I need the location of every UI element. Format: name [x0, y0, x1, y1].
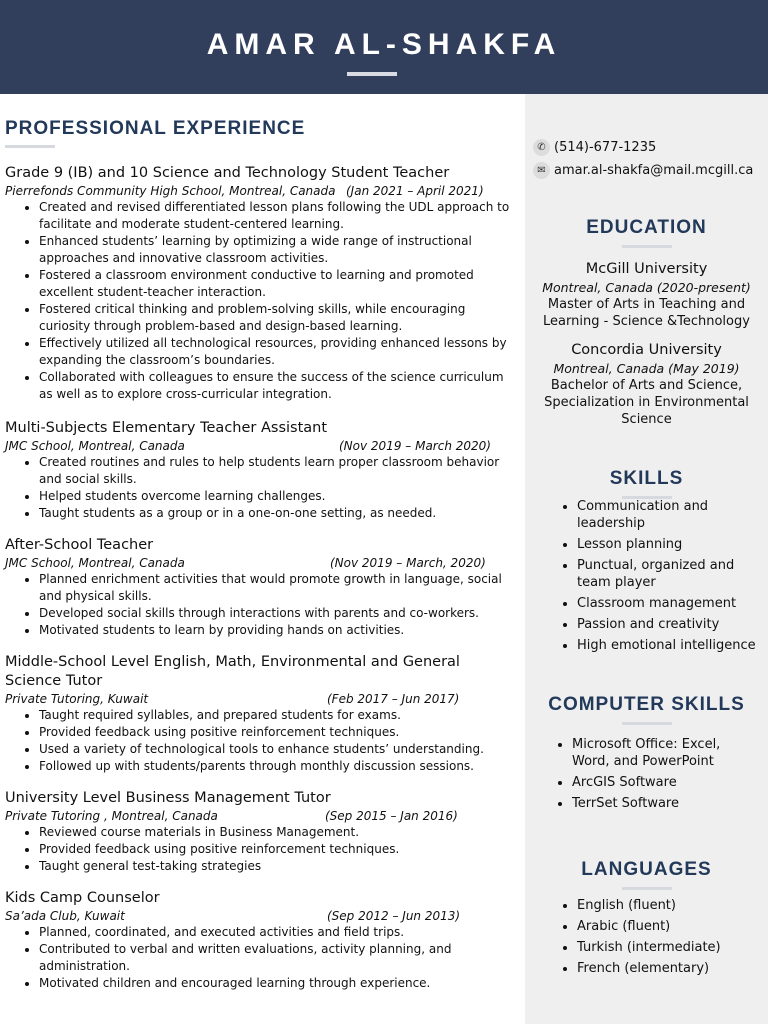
job-bullet: • Planned enrichment activities that would promote growth in language, social and physical skills. — [39, 571, 510, 605]
education-header — [525, 217, 768, 248]
education-university: McGill University — [585, 261, 708, 277]
job-bullet: • Used a variety of technological tools to enhance students’ understanding. — [39, 741, 510, 758]
contact-phone[interactable]: (514)-677-1235 — [554, 140, 657, 155]
job-meta — [5, 555, 510, 571]
education-entry — [525, 341, 768, 428]
job-bullet: • Contributed to verbal and written evaluations, activity planning, and administration. — [39, 941, 510, 975]
languages-list — [545, 897, 767, 981]
job-title: Middle-School Level English, Math, Environmental and General Science Tutor — [5, 654, 460, 689]
skills-header — [525, 468, 768, 499]
skill-item: • Classroom management — [577, 595, 767, 612]
language-item: • Turkish (intermediate) — [577, 939, 767, 956]
contact-email-row — [533, 159, 753, 182]
job-bullet: • Motivated students to learn by providing hands on activities. — [39, 622, 510, 639]
computer-skill-item: • Microsoft Office: Excel, Word, and PowerPoint — [572, 736, 752, 770]
job-entry — [5, 653, 510, 775]
contact-block — [533, 136, 753, 182]
job-bullet: • Created and revised differentiated lesson plans following the UDL approach to facilitate and moderate student-centered learning. — [39, 199, 510, 233]
job-org: Private Tutoring , Montreal, Canada — [5, 809, 218, 823]
job-dates: (Jan 2021 – April 2021) — [346, 184, 484, 198]
candidate-name: AMAR AL-SHAKFA — [206, 28, 562, 61]
skill-item: • Passion and creativity — [577, 616, 767, 633]
job-bullet: • Motivated children and encouraged learning through experience. — [39, 975, 510, 992]
job-bullet: • Taught students as a group or in a one-on-one setting, as needed. — [39, 505, 510, 522]
skill-item: • Communication and leadership — [577, 498, 767, 532]
contact-phone-row — [533, 136, 753, 159]
section-title-experience: PROFESSIONAL EXPERIENCE — [5, 118, 306, 139]
job-bullet: • Provided feedback using positive reinforcement techniques. — [39, 841, 510, 858]
job-bullet: • Developed social skills through interactions with parents and co-workers. — [39, 605, 510, 622]
section-divider — [622, 722, 672, 725]
education-university: Concordia University — [571, 342, 722, 358]
job-meta — [5, 808, 510, 824]
experience-section — [5, 118, 510, 1004]
job-title: Grade 9 (IB) and 10 Science and Technology Student Teacher — [5, 165, 450, 181]
job-dates: (Nov 2019 – March 2020) — [339, 439, 491, 453]
skills-list — [545, 498, 767, 658]
skill-item: • Punctual, organized and team player — [577, 557, 767, 591]
job-bullets — [5, 571, 510, 639]
job-meta — [5, 438, 510, 454]
header-banner — [0, 0, 768, 94]
languages-header — [525, 859, 768, 890]
phone-icon: ✆ — [533, 139, 550, 156]
job-bullet: • Created routines and rules to help students learn proper classroom behavior and social skills. — [39, 454, 510, 488]
computer-skill-item: • TerrSet Software — [572, 795, 752, 812]
job-bullet: • Fostered a classroom environment conductive to learning and promoted excellent student-teacher interaction. — [39, 267, 510, 301]
job-title: University Level Business Management Tutor — [5, 790, 331, 806]
education-meta: Montreal, Canada (May 2019) — [553, 361, 740, 376]
job-org: Pierrefonds Community High School, Montreal, Canada — [5, 184, 336, 198]
job-dates: (Sep 2015 – Jan 2016) — [325, 809, 458, 823]
job-bullet: • Fostered critical thinking and problem-solving skills, while encouraging curiosity through problem-based and design-based learning. — [39, 301, 510, 335]
job-bullets — [5, 707, 510, 775]
job-meta — [5, 183, 510, 199]
job-bullets — [5, 454, 510, 522]
job-bullet: • Effectively utilized all technological resources, providing enhanced lessons by expanding the classroom’s boundaries. — [39, 335, 510, 369]
job-bullet: • Taught general test-taking strategies — [39, 858, 510, 875]
education-degree: Bachelor of Arts and Science, Specialization in Environmental Science — [544, 378, 749, 427]
job-meta — [5, 691, 510, 707]
job-title: After-School Teacher — [5, 537, 154, 553]
contact-email[interactable]: amar.al-shakfa@mail.mcgill.ca — [554, 163, 754, 178]
job-bullets — [5, 824, 510, 875]
job-bullet: • Planned, coordinated, and executed activities and field trips. — [39, 924, 510, 941]
job-bullet: • Collaborated with colleagues to ensure the success of the science curriculum as well as to explore cross-curricular integration. — [39, 369, 510, 403]
job-org: Private Tutoring, Kuwait — [5, 692, 149, 706]
computer-skill-item: • ArcGIS Software — [572, 774, 752, 791]
job-entry — [5, 536, 510, 639]
section-title-languages: LANGUAGES — [581, 859, 712, 880]
job-title: Multi-Subjects Elementary Teacher Assistant — [5, 420, 328, 436]
job-dates: (Feb 2017 – Jun 2017) — [327, 692, 460, 706]
job-org: JMC School, Montreal, Canada — [5, 439, 185, 453]
job-entry — [5, 889, 510, 992]
skill-item: • High emotional intelligence — [577, 637, 767, 654]
job-bullet: • Provided feedback using positive reinforcement techniques. — [39, 724, 510, 741]
language-item: • Arabic (fluent) — [577, 918, 767, 935]
language-item: • English (fluent) — [577, 897, 767, 914]
computer-skills-list — [540, 736, 752, 816]
section-divider — [622, 245, 672, 248]
job-entry — [5, 419, 510, 522]
job-title: Kids Camp Counselor — [5, 890, 160, 906]
job-bullet: • Enhanced students’ learning by optimizing a wide range of instructional approaches and innovative classroom activities. — [39, 233, 510, 267]
job-org: Sa’ada Club, Kuwait — [5, 909, 125, 923]
job-bullets — [5, 924, 510, 992]
job-bullets — [5, 199, 510, 403]
job-bullet: • Taught required syllables, and prepared students for exams. — [39, 707, 510, 724]
job-org: JMC School, Montreal, Canada — [5, 556, 185, 570]
education-meta: Montreal, Canada (2020-present) — [542, 280, 751, 295]
header-divider — [347, 72, 397, 76]
job-entry — [5, 164, 510, 403]
section-title-skills: SKILLS — [609, 468, 684, 489]
job-bullet: • Followed up with students/parents through monthly discussion sessions. — [39, 758, 510, 775]
section-title-computer-skills: COMPUTER SKILLS — [548, 694, 745, 715]
skill-item: • Lesson planning — [577, 536, 767, 553]
education-degree: Master of Arts in Teaching and Learning - Science &Technology — [543, 297, 750, 329]
job-entry — [5, 789, 510, 875]
language-item: • French (elementary) — [577, 960, 767, 977]
education-entry — [525, 260, 768, 330]
section-divider — [5, 145, 55, 148]
job-dates: (Sep 2012 – Jun 2013) — [327, 909, 461, 923]
job-bullet: • Reviewed course materials in Business Management. — [39, 824, 510, 841]
job-bullet: • Helped students overcome learning challenges. — [39, 488, 510, 505]
section-divider — [622, 887, 672, 890]
job-dates: (Nov 2019 – March, 2020) — [330, 556, 486, 570]
job-meta — [5, 908, 510, 924]
section-title-education: EDUCATION — [586, 217, 707, 238]
computer-skills-header — [525, 694, 768, 725]
email-icon: ✉ — [533, 162, 550, 179]
